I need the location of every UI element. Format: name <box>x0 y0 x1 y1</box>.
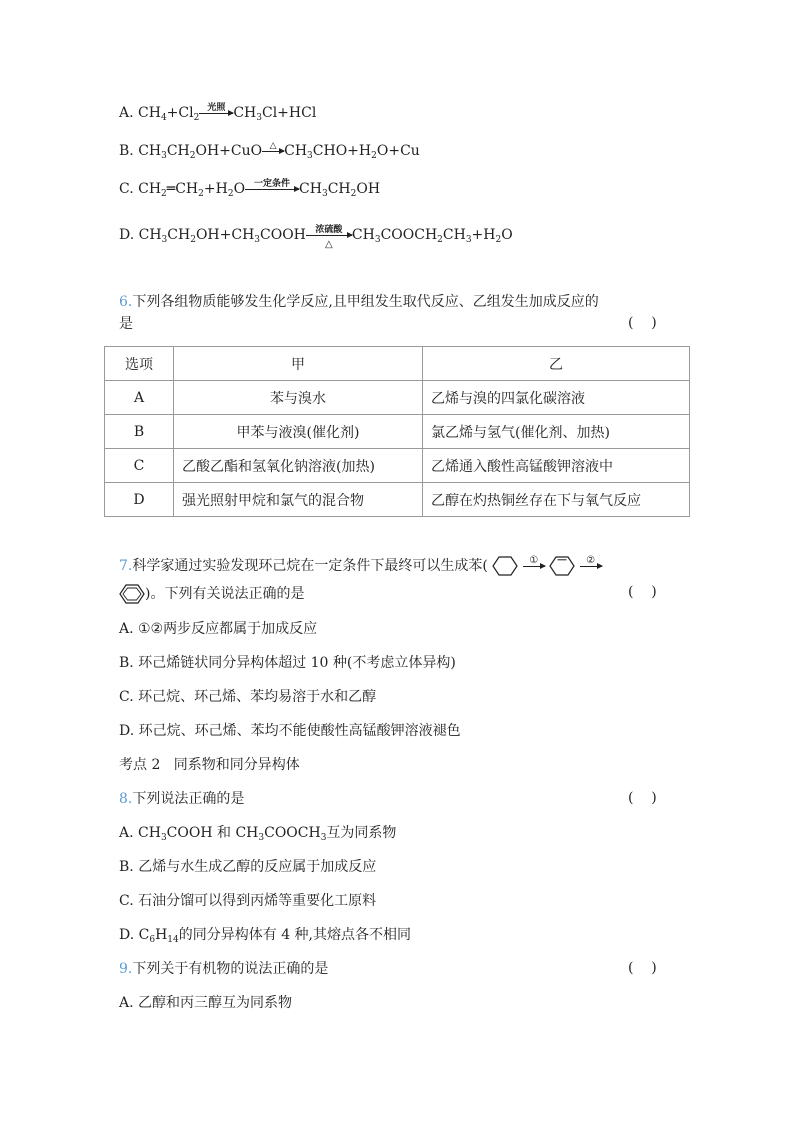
table-cell: C <box>105 449 174 483</box>
table-row <box>105 483 690 517</box>
table-row <box>105 415 690 449</box>
q8-stem: 8.下列说法正确的是 <box>119 791 245 807</box>
q9-answer-blank: ( ) <box>628 960 657 976</box>
q5-option-a: A. $CH_4+Cl_2$ 光照 $CH_3Cl+HCl$ <box>119 103 317 123</box>
cyclohexane-icon <box>492 556 518 576</box>
reaction-arrow: △ <box>262 150 284 152</box>
table-cell: 甲苯与液溴(催化剂) <box>174 415 423 449</box>
q6-stem-line2: 是 <box>119 316 133 332</box>
q8-answer-blank: ( ) <box>628 790 657 806</box>
table-cell: 乙酸乙酯和氢氧化钠溶液(加热) <box>174 449 423 483</box>
table-row <box>105 381 690 415</box>
q6-answer-blank: ( ) <box>628 315 657 331</box>
table-cell: B <box>105 415 174 449</box>
reaction-arrow: ② <box>580 565 602 567</box>
reaction-arrow: 光照 <box>199 112 233 114</box>
benzene-icon <box>119 584 145 604</box>
section-title: 考点 2 同系物和同分异构体 <box>119 757 300 773</box>
q7-answer-blank: ( ) <box>628 584 657 600</box>
table-header-cell: 选项 <box>105 347 174 381</box>
q8-option-d: D. $C_6H_{14}$的同分异构体有 4 种,其熔点各不相同 <box>119 927 412 945</box>
table-cell: 强光照射甲烷和氯气的混合物 <box>174 483 423 517</box>
table-row <box>105 449 690 483</box>
table-cell: 氯乙烯与氢气(催化剂、加热) <box>423 415 690 449</box>
q8-option-b: B. 乙烯与水生成乙醇的反应属于加成反应 <box>119 859 377 875</box>
reaction-arrow: ① <box>523 565 545 567</box>
q7-option-b: B. 环己烯链状同分异构体超过 10 种(不考虑立体异构) <box>119 655 456 671</box>
q6-stem-line1: 6.下列各组物质能够发生化学反应,且甲组发生取代反应、乙组发生加成反应的 <box>119 294 599 310</box>
reaction-arrow: 一定条件 <box>245 188 299 190</box>
table-cell: D <box>105 483 174 517</box>
q7-stem-line2: )。下列有关说法正确的是 <box>119 584 304 604</box>
reversible-arrow: 浓硫酸 △ <box>306 234 352 236</box>
table-header-cell: 甲 <box>174 347 423 381</box>
q9-stem: 9.下列关于有机物的说法正确的是 <box>119 961 329 977</box>
table-cell: 乙烯与溴的四氯化碳溶液 <box>423 381 690 415</box>
q5-option-d: D. $CH_3CH_2OH+CH_3COOH$ 浓硫酸 △ $CH_3COOCH_2CH_3+H_2O$ <box>119 225 513 250</box>
table-cell: A <box>105 381 174 415</box>
table-cell: 乙醇在灼热铜丝存在下与氧气反应 <box>423 483 690 517</box>
q8-option-c: C. 石油分馏可以得到丙烯等重要化工原料 <box>119 893 377 909</box>
q9-option-a: A. 乙醇和丙三醇互为同系物 <box>119 995 293 1011</box>
q6-options-table <box>104 346 690 517</box>
q7-stem-line1: 7.科学家通过实验发现环己烷在一定条件下最终可以生成苯( ① ② <box>119 556 602 576</box>
q7-option-a: A. ①②两步反应都属于加成反应 <box>119 621 318 637</box>
table-cell: 苯与溴水 <box>174 381 423 415</box>
q8-option-a: A. $CH_3COOH$ 和 $CH_3COOCH_3$互为同系物 <box>119 825 397 843</box>
table-header-row <box>105 347 690 381</box>
table-cell: 乙烯通入酸性高锰酸钾溶液中 <box>423 449 690 483</box>
q7-option-d: D. 环己烷、环己烯、苯均不能使酸性高锰酸钾溶液褪色 <box>119 723 461 739</box>
cyclohexene-icon <box>549 556 575 576</box>
q7-option-c: C. 环己烷、环己烯、苯均易溶于水和乙醇 <box>119 689 377 705</box>
table-header-cell: 乙 <box>423 347 690 381</box>
q5-option-b: B. $CH_3CH_2OH+CuO$ △ $CH_3CHO+H_2O+Cu$ <box>119 141 420 161</box>
q5-option-c: C. $CH_2═CH_2+H_2O$ 一定条件 $CH_3CH_2OH$ <box>119 179 381 199</box>
